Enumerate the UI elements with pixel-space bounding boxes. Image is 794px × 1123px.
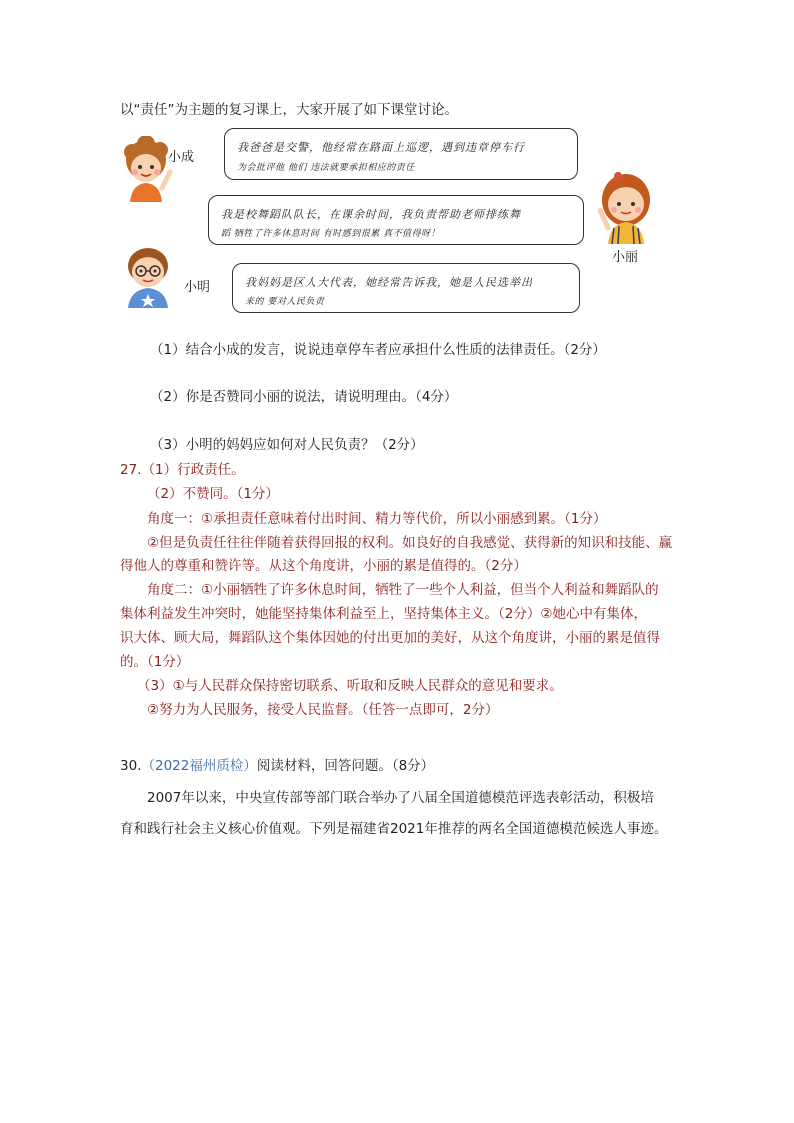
answer-number: 27.: [120, 462, 142, 478]
angle2-line2: 集体利益发生冲突时，她能坚持集体利益至上，坚持集体主义。（2分）②她心中有集体，: [120, 606, 647, 622]
xiaoming-speech-bubble: [232, 263, 580, 313]
xiaocheng-speech-line1: 我爸爸是交警，他经常在路面上巡逻，遇到违章停车行: [237, 141, 525, 154]
girl-avatar-icon: [592, 170, 658, 244]
xiaocheng-speech-bubble: [224, 128, 578, 180]
xiaoli-speech-bubble: [208, 195, 584, 245]
question-2: （2）你是否赞同小丽的说法，请说明理由。（4分）: [150, 389, 458, 405]
angle1-line2: ②但是负责任往往伴随着获得回报的权利。如良好的自我感觉、获得新的知识和技能、赢: [147, 535, 673, 551]
q30-paragraph-line2: 育和践行社会主义核心价值观。下列是福建省2021年推荐的两名全国道德模范候选人事迹。: [120, 821, 668, 837]
question-30-header: [120, 757, 434, 775]
boy-glasses-avatar-icon: [122, 244, 174, 308]
boy-avatar-icon: [122, 136, 174, 202]
q30-paragraph-line1: 2007年以来，中央宣传部等部门联合举办了八届全国道德模范评选表彰活动，积极培: [147, 790, 654, 806]
question-30-prompt: 阅读材料，回答问题。（8分）: [256, 758, 435, 774]
angle2-line3: 识大体、顾大局，舞蹈队这个集体因她的付出更加的美好，从这个角度讲，小丽的累是值得: [120, 630, 660, 646]
xiaocheng-speech-line2: 为会批评他 他们 违法就要承担相应的责任: [237, 163, 415, 173]
answer-3-line2: ②努力为人民服务，接受人民监督。（任答一点即可，2分）: [147, 702, 499, 718]
xiaoming-name: 小明: [184, 280, 211, 295]
answer-block: [120, 461, 245, 479]
xiaoli-speech-line2: 蹈 牺牲了许多休息时间 有时感到很累 真不值得呀！: [221, 229, 441, 239]
xiaoming-speech-line1: 我妈妈是区人大代表，她经常告诉我，她是人民选举出: [245, 276, 533, 289]
angle2-line1: 角度二：①小丽牺牲了许多休息时间，牺牲了一些个人利益，但当个人利益和舞蹈队的: [147, 582, 659, 598]
xiaocheng-name: 小成: [168, 150, 195, 165]
angle1-line3: 得他人的尊重和赞许等。从这个角度讲，小丽的累是值得的。（2分）: [120, 558, 527, 574]
xiaoli-speech-line1: 我是校舞蹈队队长，在课余时间，我负责帮助老师排练舞: [221, 208, 521, 221]
answer-2: （2）不赞同。（1分）: [147, 486, 279, 502]
question-1: （1）结合小成的发言，说说违章停车者应承担什么性质的法律责任。（2分）: [150, 342, 606, 358]
question-3: （3）小明的妈妈应如何对人民负责？（2分）: [150, 437, 424, 453]
answer-1: （1）行政责任。: [141, 462, 245, 478]
intro-text: 以“责任”为主题的复习课上，大家开展了如下课堂讨论。: [120, 102, 458, 118]
xiaoli-name: 小丽: [612, 250, 639, 265]
question-30-source: （2022福州质检）: [141, 758, 257, 774]
angle2-line4: 的。（1分）: [120, 654, 190, 670]
question-30-number: 30.: [120, 758, 142, 774]
xiaoming-speech-line2: 来的 要对人民负责: [245, 297, 325, 307]
answer-3-line1: （3）①与人民群众保持密切联系、听取和反映人民群众的意见和要求。: [137, 678, 563, 694]
angle1-line1: 角度一：①承担责任意味着付出时间、精力等代价，所以小丽感到累。（1分）: [147, 511, 607, 527]
